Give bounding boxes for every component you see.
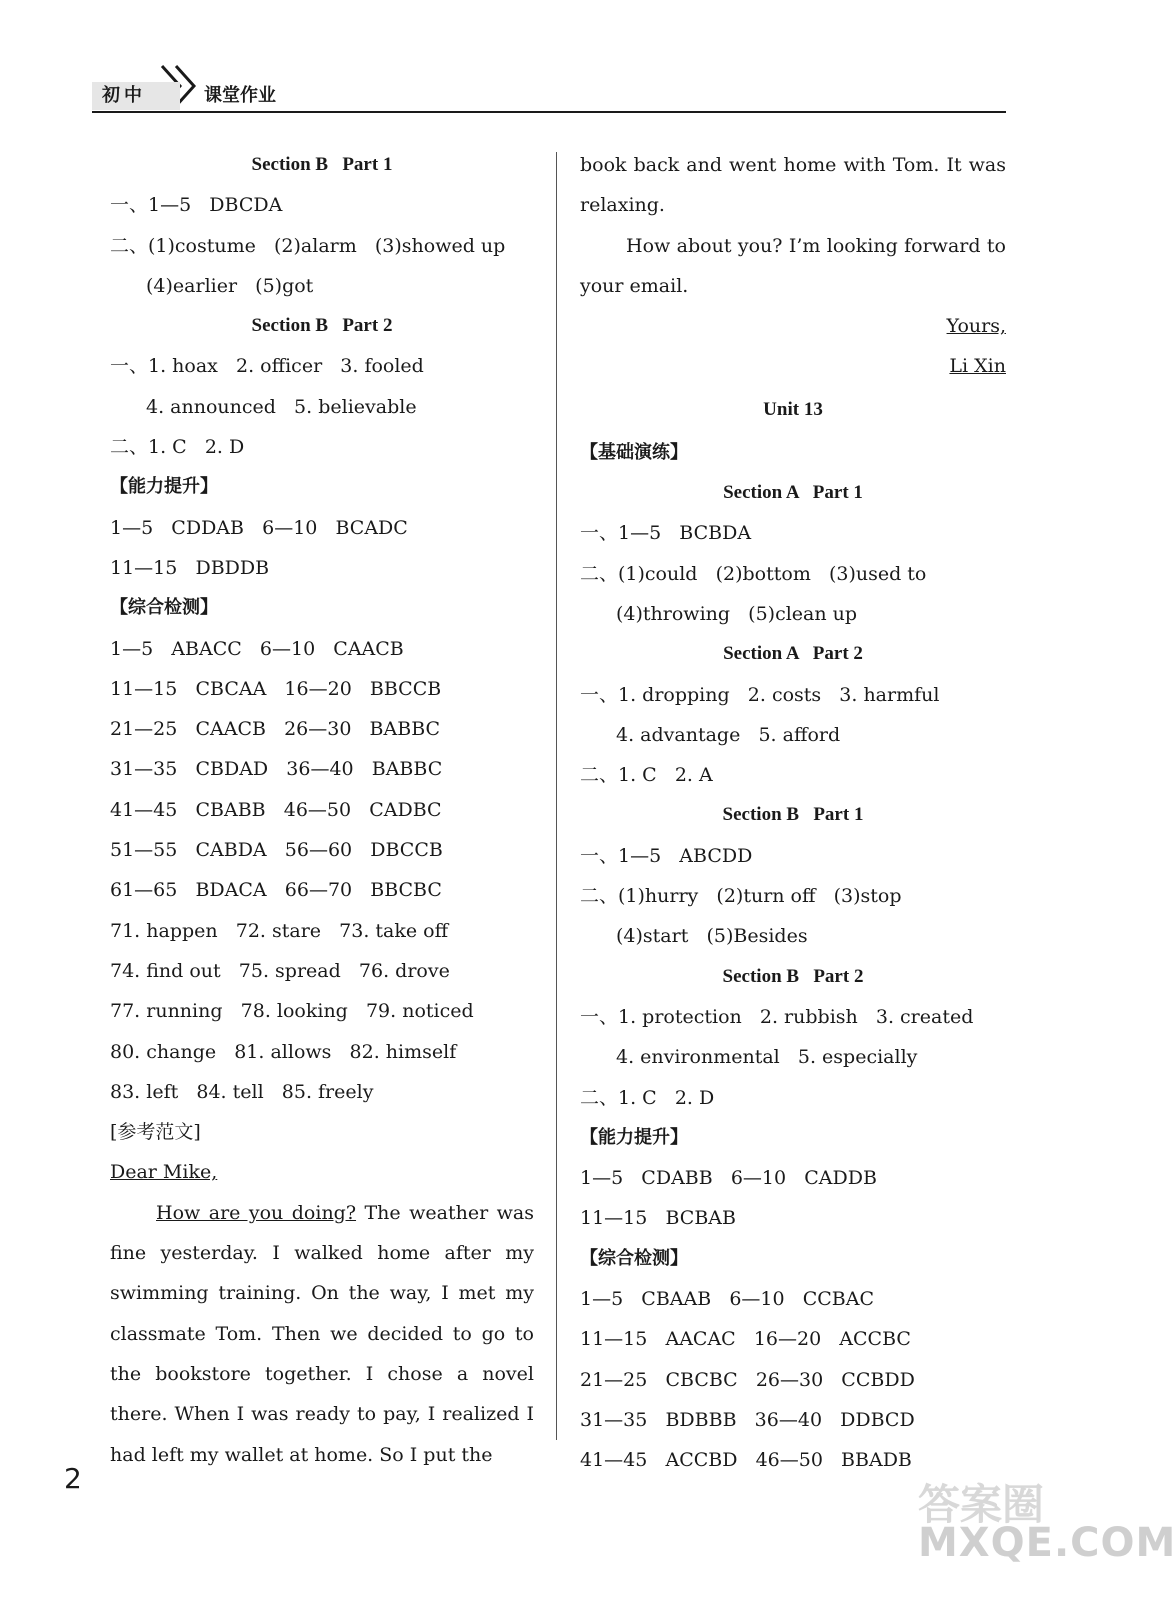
answer-line: 77. running 78. looking 79. noticed bbox=[110, 1000, 474, 1023]
bracket-heading: 【能力提升】 bbox=[110, 476, 218, 498]
answer-line: Dear Mike, bbox=[110, 1161, 218, 1184]
answer-line: 4. announced 5. believable bbox=[146, 395, 417, 418]
section-heading: Section A Part 2 bbox=[723, 643, 863, 665]
answer-line: 83. left 84. tell 85. freely bbox=[110, 1080, 374, 1103]
bracket-heading: 【综合检测】 bbox=[580, 1247, 688, 1269]
essay-underlined-phrase: How are you doing? bbox=[156, 1201, 357, 1224]
answer-line: 一、1. dropping 2. costs 3. harmful bbox=[580, 683, 940, 706]
answer-line: 二、1. C 2. D bbox=[110, 436, 245, 459]
section-heading: Section A Part 1 bbox=[723, 482, 863, 504]
watermark-url: MXQE.COM bbox=[918, 1520, 1176, 1566]
answer-line: (4)throwing (5)clean up bbox=[616, 602, 858, 625]
answer-line: 一、1—5 BCBDA bbox=[580, 522, 752, 545]
answer-line: 61—65 BDACA 66—70 BBCBC bbox=[110, 879, 442, 902]
watermark-logo: 答案圈 bbox=[918, 1480, 1045, 1529]
right-column bbox=[580, 145, 1006, 1481]
answer-line: 1—5 CDABB 6—10 CADDB bbox=[580, 1167, 877, 1190]
left-answer-list bbox=[110, 145, 534, 1193]
letter-closing: Yours, bbox=[946, 315, 1006, 338]
answer-line: 21—25 CAACB 26—30 BABBC bbox=[110, 718, 441, 741]
answer-line: 4. environmental 5. especially bbox=[616, 1046, 918, 1069]
essay-paragraph-2: How about you? I’m looking forward to your email. bbox=[580, 234, 1006, 297]
answer-line: 71. happen 72. stare 73. take off bbox=[110, 919, 449, 942]
answer-line: 一、1—5 ABCDD bbox=[580, 844, 753, 867]
answer-line: 11—15 CBCAA 16—20 BBCCB bbox=[110, 677, 442, 700]
answer-line: (4)start (5)Besides bbox=[616, 925, 808, 948]
answer-line: 二、1. C 2. D bbox=[580, 1086, 715, 1109]
section-heading: Section B Part 2 bbox=[251, 315, 393, 337]
answer-line: 11—15 AACAC 16—20 ACCBC bbox=[580, 1328, 911, 1351]
book-title: 课堂作业 bbox=[204, 85, 276, 106]
column-divider bbox=[556, 152, 557, 1440]
answer-line: 二、1. C 2. A bbox=[580, 764, 713, 787]
page-number: 2 bbox=[64, 1462, 82, 1495]
answer-line: 11—15 DBDDB bbox=[110, 556, 270, 579]
answer-line: 80. change 81. allows 82. himself bbox=[110, 1040, 457, 1063]
answer-line: 31—35 CBDAD 36—40 BABBC bbox=[110, 758, 443, 781]
answer-line: 41—45 ACCBD 46—50 BBADB bbox=[580, 1449, 912, 1472]
bracket-heading: 【能力提升】 bbox=[580, 1126, 688, 1148]
unit-title: Unit 13 bbox=[763, 398, 823, 420]
page-header bbox=[92, 62, 1006, 114]
answer-line: 21—25 CBCBC 26—30 CCBDD bbox=[580, 1368, 915, 1391]
section-heading: Section B Part 2 bbox=[722, 965, 864, 987]
header-rule bbox=[92, 111, 1006, 113]
answer-line: 41—45 CBABB 46—50 CADBC bbox=[110, 798, 442, 821]
essay-continuation: book back and went home with Tom. It was relaxing. bbox=[580, 154, 1006, 217]
bracket-heading: 【基础演练】 bbox=[580, 441, 688, 463]
essay-body: The weather was fine yesterday. I walked home after my swimming training. On the way, I met my classmate Tom. Then we decided to go to the bookstore together. I chose a novel there. When I was ready to pay, I realized I had left my wallet at home. So I put the bbox=[110, 1201, 534, 1466]
section-heading: Section B Part 1 bbox=[251, 154, 393, 175]
section-heading: Section B Part 1 bbox=[722, 804, 864, 826]
answer-line: 一、1. protection 2. rubbish 3. created bbox=[580, 1005, 974, 1028]
answer-line: 1—5 CBAAB 6—10 CCBAC bbox=[580, 1288, 874, 1311]
answer-line: 31—35 BDBBB 36—40 DDBCD bbox=[580, 1408, 915, 1431]
answer-line: 4. advantage 5. afford bbox=[616, 723, 841, 746]
answer-line: 51—55 CABDA 56—60 DBCCB bbox=[110, 839, 443, 862]
grade-badge: 初中 bbox=[92, 82, 180, 110]
left-column bbox=[110, 145, 534, 1475]
answer-line: 1—5 ABACC 6—10 CAACB bbox=[110, 637, 404, 660]
answer-line: 一、1—5 DBCDA bbox=[110, 194, 283, 217]
answer-line: 二、(1)costume (2)alarm (3)showed up bbox=[110, 234, 506, 257]
answer-line: 11—15 BCBAB bbox=[580, 1207, 736, 1230]
answer-line: 二、(1)could (2)bottom (3)used to bbox=[580, 562, 927, 585]
essay-paragraph-1 bbox=[110, 1193, 534, 1475]
answer-line: 74. find out 75. spread 76. drove bbox=[110, 959, 450, 982]
answer-line: 1—5 CDDAB 6—10 BCADC bbox=[110, 516, 408, 539]
answer-line: 一、1. hoax 2. officer 3. fooled bbox=[110, 355, 424, 378]
answer-line: (4)earlier (5)got bbox=[146, 274, 314, 297]
answer-line: 二、(1)hurry (2)turn off (3)stop bbox=[580, 885, 902, 908]
bracket-heading: 【综合检测】 bbox=[110, 597, 218, 619]
answer-line: [参考范文] bbox=[110, 1121, 201, 1144]
letter-signature: Li Xin bbox=[949, 355, 1006, 378]
right-answer-list bbox=[580, 433, 1006, 1481]
